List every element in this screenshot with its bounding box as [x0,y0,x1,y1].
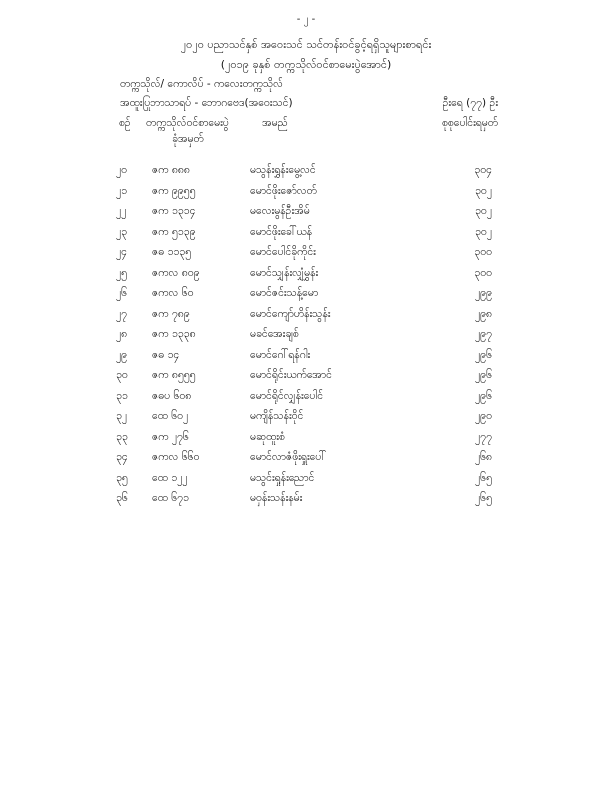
total-score: ၃၀၂ [475,225,492,238]
table-row [0,328,612,349]
serial-number: ၂၁ [116,184,128,197]
serial-number: ၃၁ [116,389,128,402]
student-name: မခင်အေးချစ် [250,328,299,340]
table-row [0,205,612,226]
roll-number: ဇက ၅၁၃၉ [152,225,196,238]
total-score: ၃၀၀ [474,266,492,279]
roll-number: ဇက ၉၉၅၅ [152,184,196,197]
roll-number: ဇက ၈၅၅၅ [152,369,196,381]
header-total-score: စုစုပေါင်းရမှတ် [441,117,498,129]
roll-number: ဇက ၈၈၈ [152,164,190,176]
serial-number: ၂၃ [116,225,128,238]
subject-line: အထူးပြုဘာသာရပ် - ဘောဂဗေဒ(အဝေးသင်) [120,97,293,109]
serial-number: ၂၀ [116,164,128,176]
total-score: ၂၉၆ [475,348,492,361]
student-name: မောင်သျှန်းလျှံမွှန်း [250,266,319,279]
student-name: မောင်ရိုင်းယက်အောင် [250,369,332,381]
roll-number: ဇကလ ၆၆၀ [152,451,200,463]
total-score: ၃၀၄ [474,164,492,176]
student-name: မောင်ရိုင်လျှန်းပေါင် [250,389,324,402]
total-score: ၂၉၀ [475,410,492,422]
student-name: မောင်ဇင်းသန့်မော [250,287,319,299]
results-table [0,164,612,513]
total-score: ၃၀၂ [475,205,492,217]
table-row [0,369,612,390]
table-row [0,472,612,493]
serial-number: ၂၆ [116,287,128,299]
student-name: မောင်ကျော်ဟိန်းသွန်း [250,307,331,320]
header-serial: စဉ် [119,117,131,129]
document-title: ၂၀၂၀ ပညာသင်နှစ် အဝေးသင် သင်တန်းဝင်ခွင့်ရရှိသူများစာရင်း [180,38,432,51]
university-line: တက္ကသိုလ်/ ကောလိပ် - ကလေးတက္ကသိုလ် [120,78,283,90]
roll-number: ဇဓပ ၆၀၈ [152,389,192,402]
roll-number: ဇက ၂၇၆ [152,430,189,443]
header-roll-number: တက္ကသိုလ်ဝင်စာမေးပွဲ [146,117,229,129]
serial-number: ၂၉ [116,348,128,361]
total-score: ၂၇၇ [475,430,492,443]
serial-number: ၂၇ [116,307,128,320]
roll-number: ထေ ၆၇၁ [152,492,189,504]
table-row [0,431,612,452]
serial-number: ၃၃ [116,430,128,443]
table-row [0,246,612,267]
student-name: မောင်ဂေါ်ရန်ဂါး [250,348,311,361]
total-score: ၃၀၂ [475,184,492,197]
header-name: အမည် [262,117,288,129]
student-name: မလေးမွန်ဦးအိမ် [250,205,310,217]
student-name: မကျိန်သန်းဝိုင် [250,410,304,422]
student-name: မောင်လာဇံဖိုးရှူးပေါ် [250,451,327,463]
student-name: မဝှန်းသန်းနမ်း [250,492,303,504]
table-row [0,267,612,288]
total-score: ၂၉၆ [475,389,492,402]
student-name: မောင်ဖိုးခေါ်ယန် [250,225,313,238]
serial-number: ၃၆ [116,492,128,504]
serial-number: ၂၄ [116,246,128,258]
total-score: ၂၆၅ [475,471,492,484]
roll-number: ဇက ၁၃၃၈ [152,328,196,340]
total-score: ၂၉၆ [475,369,492,381]
table-row [0,349,612,370]
total-score: ၂၆၈ [474,451,492,463]
header-roll-number-line-2: ခုံအမှတ် [172,133,204,145]
total-score: ၂၉၇ [475,328,492,340]
serial-number: ၂၈ [116,328,128,340]
table-row [0,410,612,431]
table-row [0,226,612,247]
serial-number: ၃၀ [116,369,128,381]
table-row [0,308,612,329]
total-score: ၂၉၉ [475,287,492,299]
table-row [0,451,612,472]
serial-number: ၂၅ [116,266,128,279]
roll-number: ထေ ၆၀၂ [152,410,189,422]
student-name: မသွန်းရွှန်းမွေ့လင် [250,164,316,176]
page-number: - ၂ - [296,14,316,25]
serial-number: ၃၅ [116,471,128,484]
total-score: ၃၀၀ [474,246,492,258]
roll-number: ဇက ၁၃၁၄ [152,205,196,217]
student-name: မဆုထူးစံ [250,430,285,443]
roll-number: ဇဓ ၁၄ [152,348,180,361]
serial-number: ၃၄ [116,451,128,463]
roll-number: ဇကလ ၈၀၉ [152,266,200,279]
roll-number: ထေ ၁၂၂ [152,471,188,484]
roll-number: ဇဓ ၁၁၃၅ [152,246,192,258]
student-count: ဦးရေ (၇၇) ဦး [442,97,498,109]
serial-number: ၃၂ [116,410,128,422]
student-name: မောင်ပေါင်ခိုကိုင်း [250,246,316,258]
total-score: ၂၉၈ [474,307,492,320]
student-name: မသွင်းရှုန်းညောင် [250,471,315,484]
document-subtitle: (၂၀၁၉ ခုနှစ် တက္ကသိုလ်ဝင်စာမေးပွဲအောင်) [220,58,392,71]
table-row [0,185,612,206]
table-row [0,492,612,513]
student-name: မောင်ဖိုးဇော်လတ် [250,184,317,197]
total-score: ၂၆၅ [475,492,492,504]
table-row [0,164,612,185]
table-row [0,287,612,308]
table-row [0,390,612,411]
roll-number: ဇကလ ၆၀ [152,287,194,299]
roll-number: ဇက ၇၈၉ [152,307,190,320]
serial-number: ၂၂ [116,205,127,217]
